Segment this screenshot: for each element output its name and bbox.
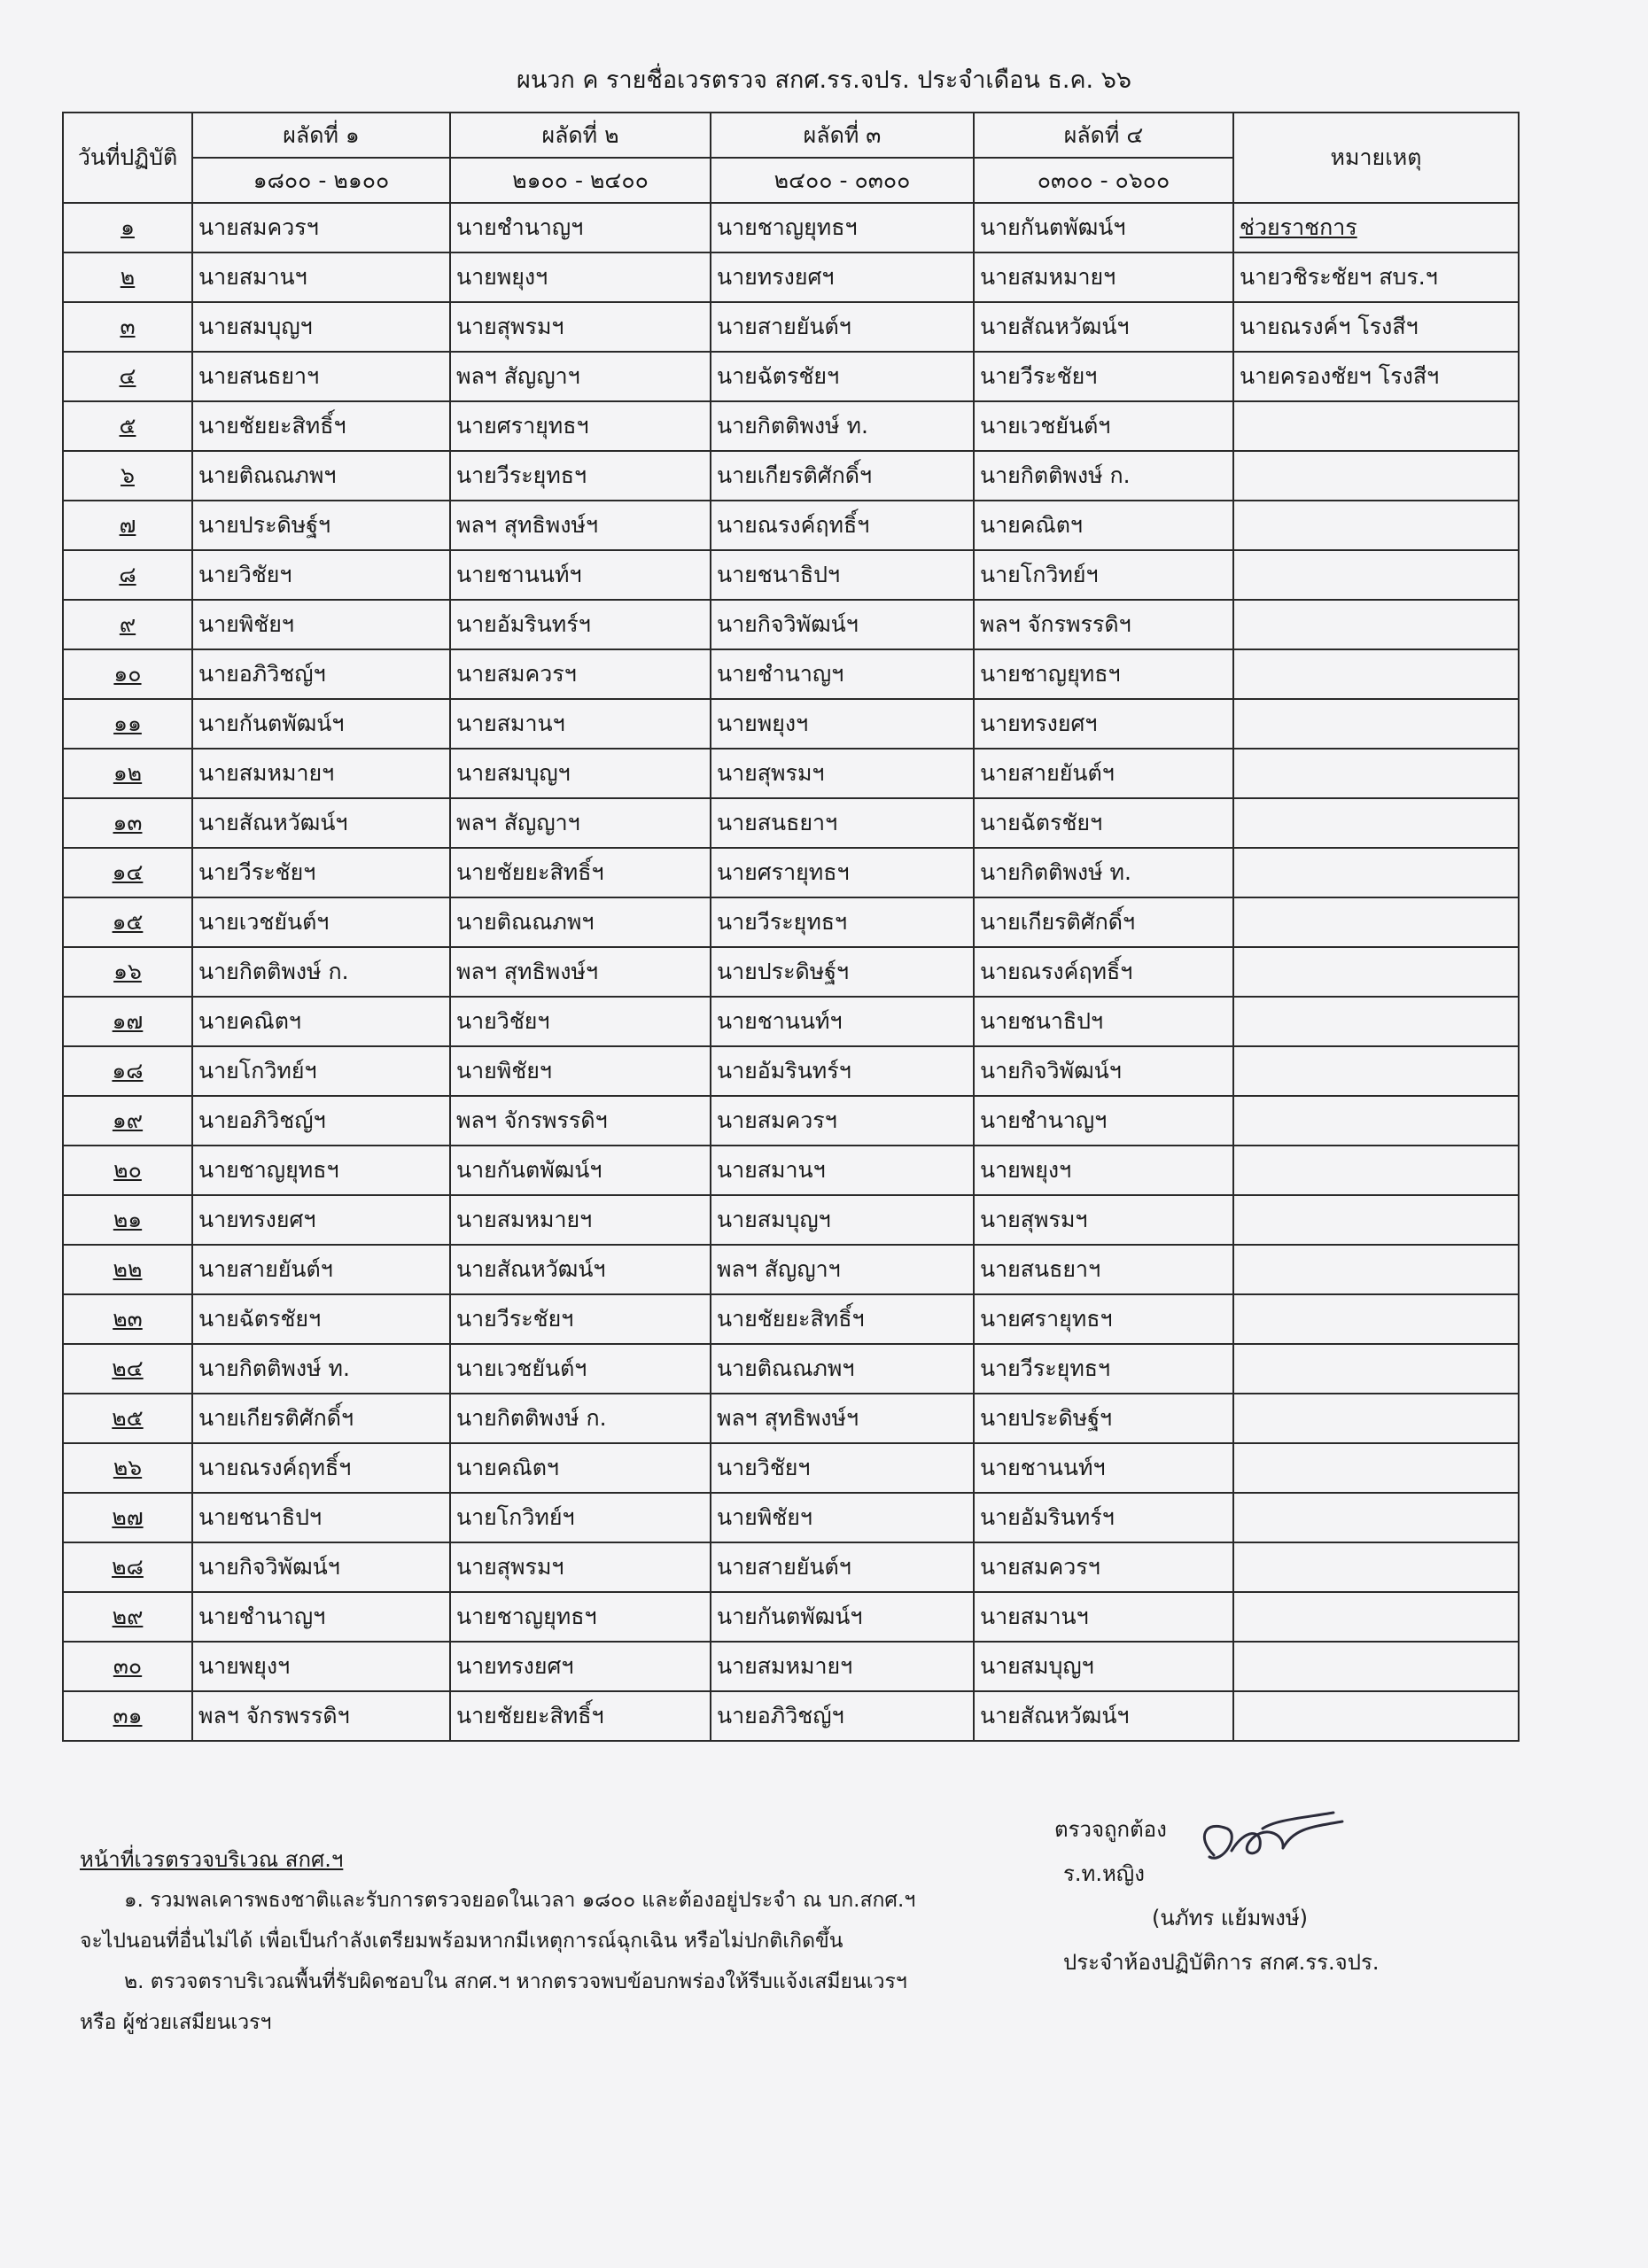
table-row: [63, 699, 1519, 749]
shift-4-cell: นายเกียรติศักดิ์ฯ: [974, 897, 1233, 947]
table-row: [63, 649, 1519, 699]
duty-item-1-continued: [80, 1921, 1010, 1961]
shift-2-cell: นายสุพรมฯ: [450, 302, 711, 352]
day-cell: ๒๐: [63, 1146, 192, 1195]
shift-4-cell: นายสมหมายฯ: [974, 252, 1233, 302]
day-cell: ๘: [63, 550, 192, 600]
shift-4-cell: นายสมบุญฯ: [974, 1642, 1233, 1691]
day-cell: ๒๙: [63, 1592, 192, 1642]
shift-4-cell: นายคณิตฯ: [974, 501, 1233, 550]
shift-4-cell: นายวีระยุทธฯ: [974, 1344, 1233, 1394]
shift-3-cell: นายศรายุทธฯ: [711, 848, 974, 897]
table-row: [63, 1294, 1519, 1344]
table-row: [63, 352, 1519, 401]
remarks-cell: ช่วยราชการ: [1233, 203, 1519, 252]
shift-2-cell: นายพยุงฯ: [450, 252, 711, 302]
day-cell: ๒๒: [63, 1245, 192, 1294]
shift-2-cell: นายสมหมายฯ: [450, 1195, 711, 1245]
shift-2-cell: พลฯ สุทธิพงษ์ฯ: [450, 501, 711, 550]
table-row: [63, 1195, 1519, 1245]
shift-2-cell: นายสมานฯ: [450, 699, 711, 749]
shift-1-cell: นายโกวิทย์ฯ: [192, 1046, 450, 1096]
shift-1-cell: นายเวชยันต์ฯ: [192, 897, 450, 947]
remarks-cell: [1233, 550, 1519, 600]
table-row: [63, 203, 1519, 252]
table-row: [63, 600, 1519, 649]
table-row: [63, 947, 1519, 997]
day-cell: ๒๘: [63, 1542, 192, 1592]
shift-4-cell: นายชานนท์ฯ: [974, 1443, 1233, 1493]
shift-3-cell: พลฯ สัญญาฯ: [711, 1245, 974, 1294]
table-row: [63, 1542, 1519, 1592]
shift-2-cell: นายโกวิทย์ฯ: [450, 1493, 711, 1542]
shift-2-header: ผลัดที่ ๒: [450, 113, 711, 158]
shift-4-cell: นายสายยันต์ฯ: [974, 749, 1233, 798]
shift-3-cell: นายชัยยะสิทธิ์ฯ: [711, 1294, 974, 1344]
table-row: [63, 550, 1519, 600]
table-row: [63, 1443, 1519, 1493]
shift-2-cell: นายชำนาญฯ: [450, 203, 711, 252]
shift-1-cell: นายชัยยะสิทธิ์ฯ: [192, 401, 450, 451]
shift-1-cell: นายสมานฯ: [192, 252, 450, 302]
shift-2-cell: นายสมบุญฯ: [450, 749, 711, 798]
shift-4-cell: นายชนาธิปฯ: [974, 997, 1233, 1046]
shift-1-time: ๑๘๐๐ - ๒๑๐๐: [192, 158, 450, 203]
shift-4-cell: นายกันตพัฒน์ฯ: [974, 203, 1233, 252]
shift-1-cell: นายพยุงฯ: [192, 1642, 450, 1691]
shift-1-cell: นายชาญยุทธฯ: [192, 1146, 450, 1195]
duty-item-1-line-1: ๑. รวมพลเคารพธงชาติและรับการตรวจยอดในเวลา ๑๘๐๐ และต้องอยู่ประจำ ณ บก.สกศ.ฯ: [124, 1889, 916, 1912]
table-row: [63, 798, 1519, 848]
shift-4-header: ผลัดที่ ๔: [974, 113, 1233, 158]
shift-2-cell: นายกิตติพงษ์ ก.: [450, 1394, 711, 1443]
shift-1-cell: นายฉัตรชัยฯ: [192, 1294, 450, 1344]
duty-item-1: [80, 1880, 1010, 1921]
shift-3-header: ผลัดที่ ๓: [711, 113, 974, 158]
shift-1-cell: นายณรงค์ฤทธิ์ฯ: [192, 1443, 450, 1493]
shift-3-cell: นายทรงยศฯ: [711, 252, 974, 302]
signer-rank-line: [1037, 1852, 1497, 1896]
shift-4-cell: นายอัมรินทร์ฯ: [974, 1493, 1233, 1542]
duty-heading: หน้าที่เวรตรวจบริเวณ สกศ.ฯ: [80, 1847, 344, 1872]
remarks-cell: [1233, 699, 1519, 749]
shift-2-cell: นายวีระยุทธฯ: [450, 451, 711, 501]
duty-item-2-line-1: ๒. ตรวจตราบริเวณพื้นที่รับผิดชอบใน สกศ.ฯ หากตรวจพบข้อบกพร่องให้รีบแจ้งเสมียนเวรฯ: [124, 1970, 907, 1993]
table-row: [63, 1394, 1519, 1443]
shift-1-cell: นายทรงยศฯ: [192, 1195, 450, 1245]
shift-2-cell: นายชัยยะสิทธิ์ฯ: [450, 848, 711, 897]
shift-3-cell: นายสายยันต์ฯ: [711, 1542, 974, 1592]
shift-2-cell: พลฯ จักรพรรดิฯ: [450, 1096, 711, 1146]
shift-4-cell: นายชาญยุทธฯ: [974, 649, 1233, 699]
header-row-shifts: [63, 113, 1519, 158]
shift-4-cell: นายสัณหวัฒน์ฯ: [974, 1691, 1233, 1741]
shift-4-cell: นายประดิษฐ์ฯ: [974, 1394, 1233, 1443]
shift-4-cell: นายณรงค์ฤทธิ์ฯ: [974, 947, 1233, 997]
remarks-cell: [1233, 1394, 1519, 1443]
day-cell: ๒๑: [63, 1195, 192, 1245]
handwritten-signature: [1178, 1802, 1347, 1882]
shift-3-cell: นายสุพรมฯ: [711, 749, 974, 798]
remarks-cell: [1233, 1046, 1519, 1096]
table-row: [63, 451, 1519, 501]
shift-3-cell: นายฉัตรชัยฯ: [711, 352, 974, 401]
day-column-header: วันที่ปฏิบัติ: [63, 113, 192, 203]
table-row: [63, 897, 1519, 947]
remarks-cell: [1233, 401, 1519, 451]
remarks-cell: [1233, 897, 1519, 947]
shift-2-cell: นายศรายุทธฯ: [450, 401, 711, 451]
shift-1-cell: พลฯ จักรพรรดิฯ: [192, 1691, 450, 1741]
day-cell: ๑๕: [63, 897, 192, 947]
certification-block: [1037, 1807, 1497, 1984]
day-cell: ๑๒: [63, 749, 192, 798]
remarks-cell: นายครองชัยฯ โรงสีฯ: [1233, 352, 1519, 401]
shift-4-cell: นายฉัตรชัยฯ: [974, 798, 1233, 848]
remarks-cell: [1233, 798, 1519, 848]
day-cell: ๑๙: [63, 1096, 192, 1146]
shift-4-cell: นายโกวิทย์ฯ: [974, 550, 1233, 600]
shift-4-cell: นายวีระชัยฯ: [974, 352, 1233, 401]
remarks-cell: [1233, 1542, 1519, 1592]
remarks-cell: [1233, 451, 1519, 501]
remarks-cell: [1233, 1245, 1519, 1294]
shift-1-cell: นายพิชัยฯ: [192, 600, 450, 649]
table-row: [63, 401, 1519, 451]
remarks-cell: [1233, 1642, 1519, 1691]
shift-3-cell: นายพยุงฯ: [711, 699, 974, 749]
verified-label: ตรวจถูกต้อง: [1054, 1817, 1167, 1842]
shift-2-cell: นายสุพรมฯ: [450, 1542, 711, 1592]
shift-1-cell: นายสายยันต์ฯ: [192, 1245, 450, 1294]
shift-2-cell: พลฯ สัญญาฯ: [450, 798, 711, 848]
day-cell: ๒๗: [63, 1493, 192, 1542]
shift-2-cell: นายกันตพัฒน์ฯ: [450, 1146, 711, 1195]
remarks-cell: [1233, 1443, 1519, 1493]
shift-2-cell: นายอัมรินทร์ฯ: [450, 600, 711, 649]
shift-2-time: ๒๑๐๐ - ๒๔๐๐: [450, 158, 711, 203]
day-cell: ๗: [63, 501, 192, 550]
table-row: [63, 1046, 1519, 1096]
shift-3-cell: นายชนาธิปฯ: [711, 550, 974, 600]
shift-1-cell: นายประดิษฐ์ฯ: [192, 501, 450, 550]
document-title: ผนวก ค รายชื่อเวรตรวจ สกศ.รร.จปร. ประจำเดือน ธ.ค. ๖๖: [517, 66, 1131, 94]
shift-3-cell: นายชาญยุทธฯ: [711, 203, 974, 252]
shift-3-cell: นายชานนท์ฯ: [711, 997, 974, 1046]
table-row: [63, 1146, 1519, 1195]
shift-2-cell: นายชานนท์ฯ: [450, 550, 711, 600]
duty-item-1-line-2: จะไปนอนที่อื่นไม่ได้ เพื่อเป็นกำลังเตรียมพร้อมหากมีเหตุการณ์ฉุกเฉิน หรือไม่ปกติเกิดขึ้น: [80, 1930, 843, 1953]
shift-1-cell: นายอภิวิชญ์ฯ: [192, 1096, 450, 1146]
day-cell: ๑๖: [63, 947, 192, 997]
shift-3-cell: นายวีระยุทธฯ: [711, 897, 974, 947]
shift-3-cell: นายพิชัยฯ: [711, 1493, 974, 1542]
shift-2-cell: นายชัยยะสิทธิ์ฯ: [450, 1691, 711, 1741]
shift-4-cell: นายสัณหวัฒน์ฯ: [974, 302, 1233, 352]
shift-4-cell: นายชำนาญฯ: [974, 1096, 1233, 1146]
table-row: [63, 1691, 1519, 1741]
signer-rank: ร.ท.หญิง: [1063, 1861, 1145, 1886]
shift-3-cell: นายกันตพัฒน์ฯ: [711, 1592, 974, 1642]
remarks-cell: [1233, 1344, 1519, 1394]
shift-2-cell: พลฯ สัญญาฯ: [450, 352, 711, 401]
shift-1-cell: นายติณณภพฯ: [192, 451, 450, 501]
remarks-cell: [1233, 1592, 1519, 1642]
shift-3-cell: นายสมหมายฯ: [711, 1642, 974, 1691]
shift-3-cell: นายประดิษฐ์ฯ: [711, 947, 974, 997]
day-cell: ๒๖: [63, 1443, 192, 1493]
day-cell: ๓๑: [63, 1691, 192, 1741]
shift-1-cell: นายชนาธิปฯ: [192, 1493, 450, 1542]
duty-item-2-continued: [80, 2002, 1010, 2043]
remarks-cell: [1233, 1691, 1519, 1741]
day-cell: ๕: [63, 401, 192, 451]
shift-3-cell: นายสมานฯ: [711, 1146, 974, 1195]
shift-3-cell: นายอภิวิชญ์ฯ: [711, 1691, 974, 1741]
duty-roster-table: [62, 112, 1520, 1742]
shift-4-cell: นายสมานฯ: [974, 1592, 1233, 1642]
remarks-cell: [1233, 600, 1519, 649]
shift-1-cell: นายกิตติพงษ์ ก.: [192, 947, 450, 997]
shift-4-cell: นายสนธยาฯ: [974, 1245, 1233, 1294]
shift-4-cell: นายกิตติพงษ์ ท.: [974, 848, 1233, 897]
shift-1-header: ผลัดที่ ๑: [192, 113, 450, 158]
day-cell: ๑๓: [63, 798, 192, 848]
duty-instructions: [80, 1839, 1010, 2043]
shift-3-cell: นายสมบุญฯ: [711, 1195, 974, 1245]
remarks-column-header: หมายเหตุ: [1233, 113, 1519, 203]
shift-3-cell: นายสนธยาฯ: [711, 798, 974, 848]
table-row: [63, 848, 1519, 897]
remarks-cell: นายณรงค์ฯ โรงสีฯ: [1233, 302, 1519, 352]
shift-3-cell: นายติณณภพฯ: [711, 1344, 974, 1394]
shift-3-cell: นายเกียรติศักดิ์ฯ: [711, 451, 974, 501]
day-cell: ๑๘: [63, 1046, 192, 1096]
shift-4-cell: นายพยุงฯ: [974, 1146, 1233, 1195]
table-row: [63, 997, 1519, 1046]
remarks-cell: [1233, 749, 1519, 798]
remarks-cell: [1233, 1294, 1519, 1344]
shift-1-cell: นายอภิวิชญ์ฯ: [192, 649, 450, 699]
remarks-cell: [1233, 1195, 1519, 1245]
shift-2-cell: นายวิชัยฯ: [450, 997, 711, 1046]
shift-4-time: ๐๓๐๐ - ๐๖๐๐: [974, 158, 1233, 203]
table-row: [63, 1592, 1519, 1642]
remarks-cell: [1233, 848, 1519, 897]
remarks-cell: นายวชิระชัยฯ สบร.ฯ: [1233, 252, 1519, 302]
shift-3-cell: นายณรงค์ฤทธิ์ฯ: [711, 501, 974, 550]
shift-1-cell: นายสมบุญฯ: [192, 302, 450, 352]
shift-2-cell: นายเวชยันต์ฯ: [450, 1344, 711, 1394]
remarks-cell: [1233, 1146, 1519, 1195]
shift-1-cell: นายสัณหวัฒน์ฯ: [192, 798, 450, 848]
shift-2-cell: นายทรงยศฯ: [450, 1642, 711, 1691]
shift-2-cell: นายพิชัยฯ: [450, 1046, 711, 1096]
shift-3-cell: นายอัมรินทร์ฯ: [711, 1046, 974, 1096]
shift-2-cell: นายคณิตฯ: [450, 1443, 711, 1493]
shift-2-cell: นายติณณภพฯ: [450, 897, 711, 947]
day-cell: ๒๕: [63, 1394, 192, 1443]
remarks-cell: [1233, 501, 1519, 550]
remarks-cell: [1233, 997, 1519, 1046]
shift-3-cell: นายกิตติพงษ์ ท.: [711, 401, 974, 451]
shift-4-cell: นายเวชยันต์ฯ: [974, 401, 1233, 451]
shift-4-cell: นายกิตติพงษ์ ก.: [974, 451, 1233, 501]
shift-2-cell: นายชาญยุทธฯ: [450, 1592, 711, 1642]
table-row: [63, 252, 1519, 302]
table-row: [63, 501, 1519, 550]
day-cell: ๒๓: [63, 1294, 192, 1344]
shift-3-time: ๒๔๐๐ - ๐๓๐๐: [711, 158, 974, 203]
day-cell: ๙: [63, 600, 192, 649]
shift-4-cell: พลฯ จักรพรรดิฯ: [974, 600, 1233, 649]
table-row: [63, 1245, 1519, 1294]
shift-1-cell: นายวีระชัยฯ: [192, 848, 450, 897]
day-cell: ๖: [63, 451, 192, 501]
remarks-cell: [1233, 1493, 1519, 1542]
table-row: [63, 1344, 1519, 1394]
remarks-cell: [1233, 1096, 1519, 1146]
table-row: [63, 302, 1519, 352]
shift-4-cell: นายสมควรฯ: [974, 1542, 1233, 1592]
day-cell: ๑๗: [63, 997, 192, 1046]
shift-1-cell: นายวิชัยฯ: [192, 550, 450, 600]
duty-item-2: [80, 1961, 1010, 2002]
shift-2-cell: นายสัณหวัฒน์ฯ: [450, 1245, 711, 1294]
signer-position: ประจำห้องปฏิบัติการ สกศ.รร.จปร.: [1063, 1950, 1380, 1975]
day-cell: ๓: [63, 302, 192, 352]
roster-body: [63, 203, 1519, 1741]
day-cell: ๑๑: [63, 699, 192, 749]
remarks-cell: [1233, 947, 1519, 997]
shift-3-cell: นายสมควรฯ: [711, 1096, 974, 1146]
shift-4-cell: นายสุพรมฯ: [974, 1195, 1233, 1245]
day-cell: ๒: [63, 252, 192, 302]
table-row: [63, 1493, 1519, 1542]
table-row: [63, 1096, 1519, 1146]
shift-1-cell: นายกันตพัฒน์ฯ: [192, 699, 450, 749]
day-cell: ๓๐: [63, 1642, 192, 1691]
shift-4-cell: นายศรายุทธฯ: [974, 1294, 1233, 1344]
shift-3-cell: นายกิจวิพัฒน์ฯ: [711, 600, 974, 649]
shift-1-cell: นายสนธยาฯ: [192, 352, 450, 401]
shift-1-cell: นายชำนาญฯ: [192, 1592, 450, 1642]
shift-2-cell: นายวีระชัยฯ: [450, 1294, 711, 1344]
shift-1-cell: นายสมหมายฯ: [192, 749, 450, 798]
table-row: [63, 749, 1519, 798]
shift-1-cell: นายกิจวิพัฒน์ฯ: [192, 1542, 450, 1592]
day-cell: ๑: [63, 203, 192, 252]
day-cell: ๔: [63, 352, 192, 401]
table-row: [63, 1642, 1519, 1691]
shift-4-cell: นายทรงยศฯ: [974, 699, 1233, 749]
duty-item-2-line-2: หรือ ผู้ช่วยเสมียนเวรฯ: [80, 2011, 272, 2034]
shift-1-cell: นายกิตติพงษ์ ท.: [192, 1344, 450, 1394]
day-cell: ๑๔: [63, 848, 192, 897]
shift-1-cell: นายคณิตฯ: [192, 997, 450, 1046]
shift-2-cell: พลฯ สุทธิพงษ์ฯ: [450, 947, 711, 997]
shift-3-cell: นายสายยันต์ฯ: [711, 302, 974, 352]
remarks-cell: [1233, 649, 1519, 699]
day-cell: ๒๔: [63, 1344, 192, 1394]
shift-2-cell: นายสมควรฯ: [450, 649, 711, 699]
shift-3-cell: พลฯ สุทธิพงษ์ฯ: [711, 1394, 974, 1443]
shift-1-cell: นายสมควรฯ: [192, 203, 450, 252]
shift-3-cell: นายวิชัยฯ: [711, 1443, 974, 1493]
signer-name: (นภัทร แย้มพงษ์): [1152, 1906, 1309, 1930]
shift-1-cell: นายเกียรติศักดิ์ฯ: [192, 1394, 450, 1443]
day-cell: ๑๐: [63, 649, 192, 699]
shift-3-cell: นายชำนาญฯ: [711, 649, 974, 699]
shift-4-cell: นายกิจวิพัฒน์ฯ: [974, 1046, 1233, 1096]
